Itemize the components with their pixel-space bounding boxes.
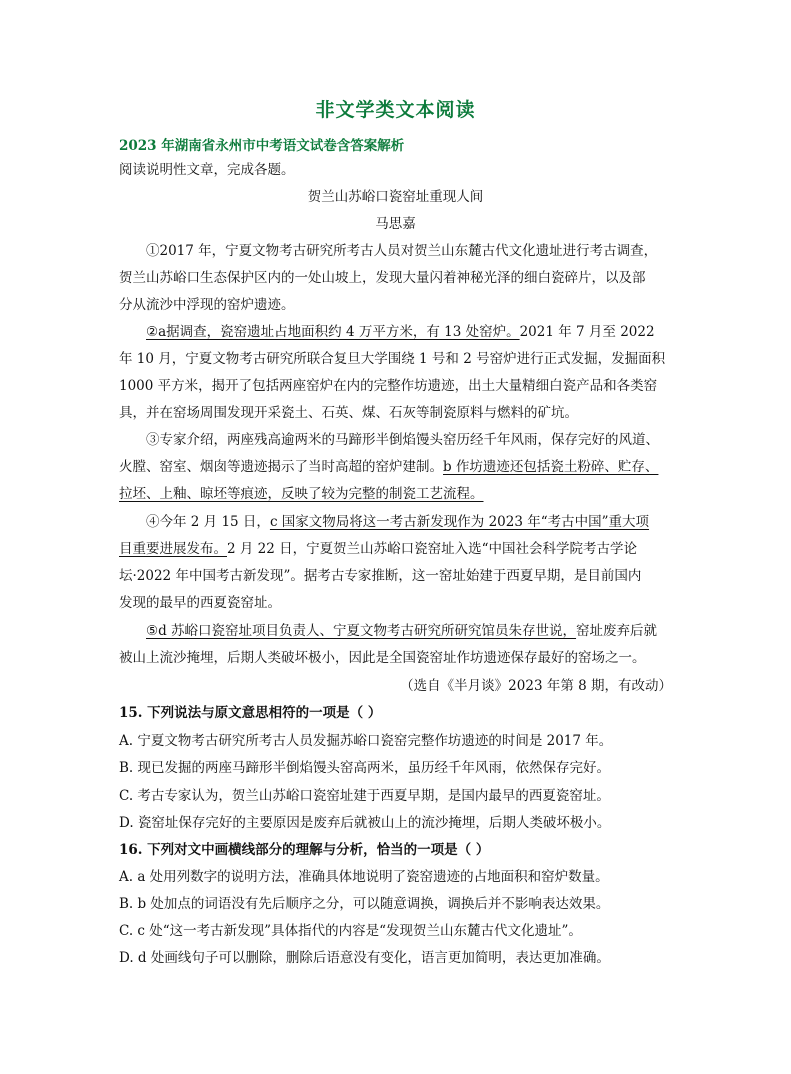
question-16-option-a: A. a 处用列数字的说明方法，准确具体地说明了瓷窑遗迹的占地面积和窑炉数量。 [119,869,609,885]
underline-b-1: b 作坊遗迹还包括瓷土粉碎、贮存、 [443,459,659,475]
paragraph-4-line-1 [146,512,649,532]
paragraph-2-line-3: 1000 平方米，揭开了包括两座窑炉在内的完整作坊遗迹，出土大量精细白瓷产品和各类窑 [119,378,658,394]
question-15-option-d: D. 瓷窑址保存完好的主要原因是废弃后就被山上的流沙掩埋，后期人类破坏极小。 [119,815,611,831]
underline-a: ②a据调查，瓷窑遗址占地面积约 4 万平方米，有 13 处窑炉。 [146,324,520,340]
paragraph-4-line-2 [119,539,637,559]
question-16-option-c: C. c 处“这一考古新发现”具体指代的内容是“发现贺兰山东麓古代文化遗址”。 [119,923,582,939]
article-title: 贺兰山苏峪口瓷窑址重现人间 [307,189,484,205]
paragraph-3-line-3 [119,484,484,504]
paragraph-3-line-2 [119,457,658,477]
paragraph-2-line-4: 具，并在窑场周围发现开采瓷土、石英、煤、石灰等制瓷原料与燃料的矿坑。 [119,405,578,421]
paragraph-2-line-1-rest: 2021 年 7 月至 2022 [519,324,655,340]
underline-c-1: c 国家文物局将这一考古新发现作为 2023 年“考古中国”重大项 [269,514,650,530]
paragraph-1-line-3: 分从流沙中浮现的窑炉遗迹。 [119,297,295,313]
paragraph-3-line-2-plain: 火膛、窑室、烟囱等遗迹揭示了当时高超的窑炉建制。 [119,459,443,475]
question-15-option-a: A. 宁夏文物考古研究所考古人员发掘苏峪口瓷窑完整作坊遗迹的时间是 2017 年。 [119,733,613,749]
paragraph-4-line-2-rest: 2 月 22 日，宁夏贺兰山苏峪口瓷窑址入选“中国社会科学院考古学论 [227,541,638,557]
paragraph-5-line-2: 被山上流沙掩埋，后期人类破坏极小，因此是全国瓷窑址作坊遗迹保存最好的窑场之一。 [119,650,646,666]
paragraph-4-line-1-start: ④今年 2 月 15 日， [146,514,270,530]
paragraph-4-line-4: 发现的最早的西夏瓷窑址。 [119,595,281,611]
underline-d: ⑤d 苏峪口瓷窑址项目负责人、宁夏文物考古研究所研究馆员朱存世说， [146,623,577,639]
intro-text: 阅读说明性文章，完成各题。 [119,162,295,178]
paragraph-2-line-1 [146,322,655,342]
question-16-stem: 16. 下列对文中画横线部分的理解与分析，恰当的一项是（ ） [119,842,490,858]
underline-c-2: 目重要进展发布。 [119,541,227,557]
question-15-option-b: B. 现已发掘的两座马蹄形半倒焰馒头窑高两米，虽历经千年风雨，依然保存完好。 [119,760,611,776]
source-note: （选自《半月谈》2023 年第 8 期，有改动） [400,678,672,694]
question-15-stem: 15. 下列说法与原文意思相符的一项是（ ） [119,705,382,721]
paragraph-5-line-1-rest: 窑址废弃后就 [576,623,658,639]
question-16-option-d: D. d 处画线句子可以删除，删除后语意没有变化，语言更加简明，表达更加准确。 [119,950,610,966]
article-author: 马思嘉 [375,216,416,232]
paragraph-4-line-3: 坛·2022 年中国考古新发现”。据考古专家推断，这一窑址始建于西夏早期，是目前国内 [119,568,642,584]
page-title: 非文学类文本阅读 [315,99,476,121]
paragraph-3-line-1: ③专家介绍，两座残高逾两米的马蹄形半倒焰馒头窑历经千年风雨，保存完好的风道、 [146,432,659,448]
underline-b-2: 拉坯、上釉、晾坯等痕迹，反映了较为完整的制瓷工艺流程。 [119,486,484,502]
question-16-option-b: B. b 处加点的词语没有先后顺序之分，可以随意调换，调换后并不影响表达效果。 [119,896,610,912]
paragraph-1-line-1: ①2017 年，宁夏文物考古研究所考古人员对贺兰山东麓古代文化遗址进行考古调查， [146,243,658,259]
question-15-option-c: C. 考古专家认为，贺兰山苏峪口瓷窑址建于西夏早期，是国内最早的西夏瓷窑址。 [119,788,610,804]
exam-subtitle: 2023 年湖南省永州市中考语文试卷含答案解析 [119,138,405,154]
paragraph-1-line-2: 贺兰山苏峪口生态保护区内的一处山坡上，发现大量闪着神秘光泽的细白瓷碎片，以及部 [119,270,646,286]
paragraph-2-line-2: 年 10 月，宁夏文物考古研究所联合复旦大学围绕 1 号和 2 号窑炉进行正式发掘，发掘面积 [119,351,666,367]
paragraph-5-line-1 [146,621,657,641]
